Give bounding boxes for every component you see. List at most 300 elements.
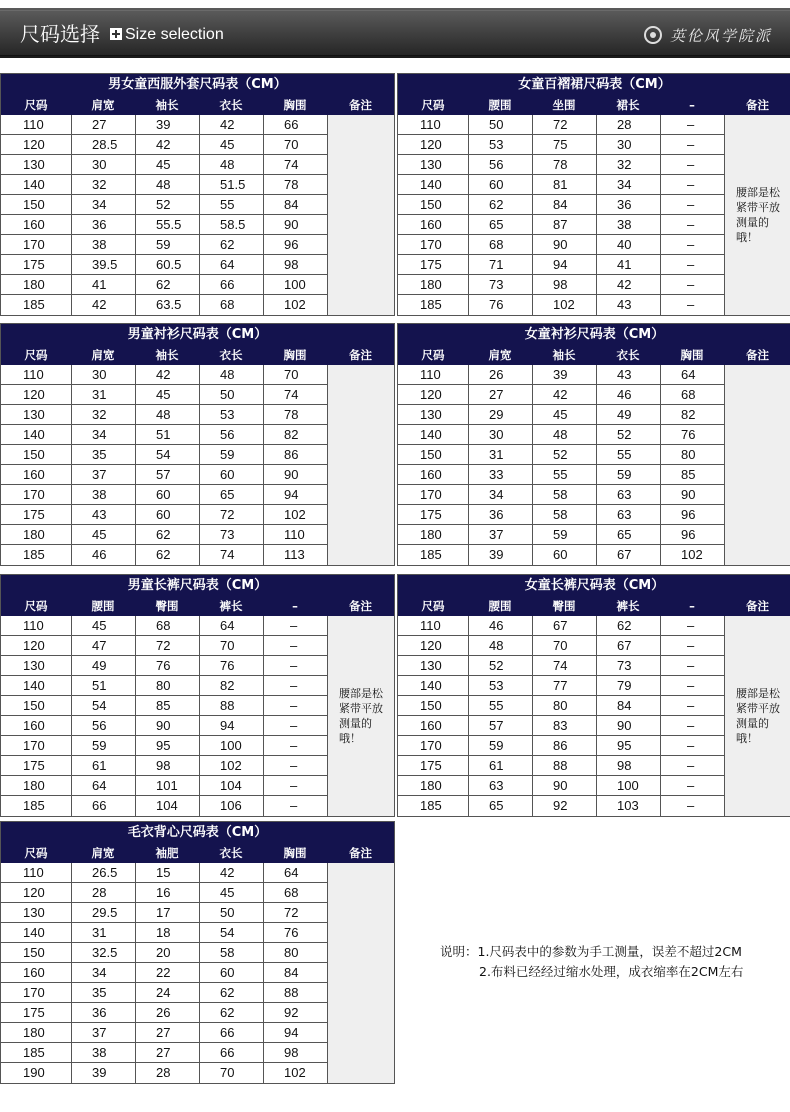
table-cell: 56 (71, 716, 135, 735)
table-cell: 34 (71, 195, 135, 214)
table-cell: 62 (199, 983, 263, 1002)
table-cell: 98 (532, 275, 596, 294)
table-cell: 59 (468, 736, 532, 755)
table-cell: 82 (660, 405, 724, 424)
table-row (1, 676, 327, 696)
table-cell: 42 (135, 365, 199, 384)
column-header: 胸围 (283, 846, 307, 860)
table-girls-trousers (397, 574, 790, 817)
table-cell: 70 (532, 636, 596, 655)
table-cell: 76 (468, 295, 532, 315)
table-cell: 55.5 (135, 215, 199, 234)
table-cell: 37 (468, 525, 532, 544)
table-row (1, 636, 327, 656)
table-cell: 59 (135, 235, 199, 254)
table-row (398, 776, 724, 796)
table-cell: 80 (263, 943, 327, 962)
table-cell: 55 (532, 465, 596, 484)
table-row (1, 736, 327, 756)
table-row (398, 485, 724, 505)
table-cell: – (660, 215, 724, 234)
table-cell: 98 (596, 756, 660, 775)
table-cell: 86 (263, 445, 327, 464)
table-cell: 36 (71, 215, 135, 234)
table-row (398, 696, 724, 716)
seal-logo-icon (644, 26, 662, 44)
table-cell: 48 (135, 405, 199, 424)
column-header: 备注 (746, 98, 769, 112)
table-cell: 90 (532, 235, 596, 254)
table-header-row (398, 346, 790, 365)
table-cell: 110 (420, 618, 441, 633)
table-row (1, 656, 327, 676)
table-cell: 92 (532, 796, 596, 816)
table-cell: 40 (596, 235, 660, 254)
table-cell: 80 (660, 445, 724, 464)
table-cell: 86 (532, 736, 596, 755)
table-cell: 180 (23, 277, 45, 292)
table-row (1, 923, 327, 943)
table-cell: 31 (71, 385, 135, 404)
table-cell: 180 (23, 778, 45, 793)
table-cell: 66 (199, 1023, 263, 1042)
column-header: 衣长 (616, 348, 640, 362)
table-cell: 140 (23, 678, 45, 693)
table-row (398, 115, 724, 135)
table-cell: 185 (420, 547, 442, 562)
notes-column (724, 115, 790, 315)
table-cell: 102 (660, 545, 724, 565)
table-cell: 42 (596, 275, 660, 294)
table-cell: 39 (71, 1063, 135, 1083)
table-row (398, 215, 724, 235)
table-cell: 45 (135, 385, 199, 404)
column-header: – (689, 98, 695, 112)
table-row (398, 676, 724, 696)
table-cell: 43 (596, 295, 660, 315)
table-cell: 110 (23, 865, 44, 880)
table-cell: 120 (23, 885, 45, 900)
table-cell: 104 (135, 796, 199, 816)
table-cell: 41 (596, 255, 660, 274)
table-cell: 76 (135, 656, 199, 675)
table-cell: 30 (596, 135, 660, 154)
table-cell: 39 (468, 545, 532, 565)
notes-text: 腰部是松紧带平放测量的哦！ (736, 687, 780, 745)
table-cell: 60 (468, 175, 532, 194)
table-cell: 185 (23, 1045, 45, 1060)
table-cell: 39 (135, 115, 199, 134)
table-cell: 32 (71, 175, 135, 194)
table-cell: – (660, 736, 724, 755)
table-cell: 170 (23, 985, 45, 1000)
table-cell: 185 (420, 798, 442, 813)
table-cell: 27 (468, 385, 532, 404)
table-title: 男女童西服外套尺码表（CM） (1, 74, 394, 96)
table-cell: 38 (71, 235, 135, 254)
table-cell: 57 (468, 716, 532, 735)
table-cell: 32 (71, 405, 135, 424)
table-cell: 170 (420, 487, 442, 502)
table-cell: 24 (135, 983, 199, 1002)
table-cell: 27 (71, 115, 135, 134)
table-cell: 96 (660, 505, 724, 524)
table-cell: 65 (199, 485, 263, 504)
table-cell: – (263, 756, 327, 775)
table-cell: 56 (468, 155, 532, 174)
column-header: 腰围 (488, 98, 512, 112)
table-cell: – (660, 776, 724, 795)
table-cell: – (660, 756, 724, 775)
table-cell: 185 (420, 297, 442, 312)
table-cell: 45 (71, 525, 135, 544)
table-cell: 68 (263, 883, 327, 902)
table-cell: 95 (596, 736, 660, 755)
table-cell: 88 (532, 756, 596, 775)
table-row (1, 963, 327, 983)
column-header: 尺码 (24, 599, 48, 613)
table-cell: 64 (71, 776, 135, 795)
table-row (398, 465, 724, 485)
column-header: 袖长 (552, 348, 576, 362)
table-cell: 64 (660, 365, 724, 384)
table-cell: 63 (596, 485, 660, 504)
table-cell: 39.5 (71, 255, 135, 274)
column-header: 裤长 (219, 599, 243, 613)
table-cell: 32 (596, 155, 660, 174)
table-cell: 180 (23, 527, 45, 542)
column-header: 尺码 (421, 98, 445, 112)
table-title: 女童百褶裙尺码表（CM） (398, 74, 790, 96)
table-cell: 51 (135, 425, 199, 444)
table-row (398, 135, 724, 155)
table-header-row (1, 346, 394, 365)
table-cell: 61 (71, 756, 135, 775)
table-cell: 98 (263, 255, 327, 274)
table-cell: 30 (468, 425, 532, 444)
table-cell: 120 (420, 387, 442, 402)
table-cell: 175 (420, 257, 442, 272)
table-cell: 90 (596, 716, 660, 735)
table-cell: 77 (532, 676, 596, 695)
table-row (1, 425, 327, 445)
table-cell: – (660, 115, 724, 134)
column-header: 胸围 (680, 348, 704, 362)
table-cell: 65 (468, 215, 532, 234)
table-cell: 150 (420, 197, 442, 212)
table-row (398, 756, 724, 776)
table-cell: 175 (23, 257, 45, 272)
table-cell: 58.5 (199, 215, 263, 234)
table-cell: – (660, 676, 724, 695)
table-cell: 150 (23, 197, 45, 212)
table-cell: 84 (263, 195, 327, 214)
table-cell: 60 (199, 465, 263, 484)
table-cell: 35 (71, 445, 135, 464)
table-cell: 160 (23, 467, 45, 482)
table-cell: 67 (532, 616, 596, 635)
table-cell: 34 (468, 485, 532, 504)
table-cell: 68 (468, 235, 532, 254)
table-row (1, 696, 327, 716)
table-cell: 140 (23, 427, 45, 442)
table-cell: 60 (135, 485, 199, 504)
table-cell: – (263, 796, 327, 816)
table-cell: 62 (199, 1003, 263, 1022)
table-cell: 37 (71, 465, 135, 484)
column-header: 胸围 (283, 348, 307, 362)
column-header: 备注 (349, 98, 372, 112)
table-cell: 66 (199, 275, 263, 294)
table-row (1, 983, 327, 1003)
table-row (1, 1063, 327, 1083)
column-header: – (689, 599, 695, 613)
table-cell: 78 (263, 405, 327, 424)
column-header: 备注 (349, 348, 372, 362)
table-cell: 113 (263, 545, 327, 565)
table-cell: 90 (660, 485, 724, 504)
table-cell: 180 (420, 277, 442, 292)
table-cell: 120 (23, 638, 45, 653)
table-row (1, 756, 327, 776)
table-cell: – (660, 235, 724, 254)
page-subtitle: Size selection (125, 26, 224, 43)
column-header: 坐围 (552, 98, 576, 112)
notes-column (724, 616, 790, 816)
notes-text: 腰部是松紧带平放测量的哦！ (339, 687, 383, 745)
table-cell: 76 (660, 425, 724, 444)
table-cell: 70 (199, 1063, 263, 1083)
table-cell: 102 (263, 1063, 327, 1083)
table-cell: 98 (135, 756, 199, 775)
table-cell: 102 (263, 505, 327, 524)
table-cell: 42 (135, 135, 199, 154)
table-boys-shirt (0, 323, 395, 566)
header-bar (0, 10, 790, 56)
table-cell: 31 (71, 923, 135, 942)
table-header-row (398, 597, 790, 616)
table-row (398, 796, 724, 816)
table-cell: 170 (23, 237, 45, 252)
table-cell: 110 (420, 367, 441, 382)
column-header: 尺码 (24, 348, 48, 362)
table-cell: 34 (71, 963, 135, 982)
table-row (398, 656, 724, 676)
table-cell: 64 (263, 863, 327, 882)
table-row (398, 385, 724, 405)
table-cell: – (263, 736, 327, 755)
column-header: 袖长 (155, 348, 179, 362)
table-cell: 92 (263, 1003, 327, 1022)
table-cell: 38 (71, 1043, 135, 1062)
column-header: 袖长 (155, 98, 179, 112)
table-cell: 26 (135, 1003, 199, 1022)
table-cell: 76 (263, 923, 327, 942)
column-header: 裤长 (616, 599, 640, 613)
table-cell: 106 (199, 796, 263, 816)
table-cell: – (660, 616, 724, 635)
table-cell: 130 (23, 407, 45, 422)
table-cell: 48 (199, 365, 263, 384)
table-cell: – (660, 295, 724, 315)
table-cell: – (660, 636, 724, 655)
table-cell: 100 (199, 736, 263, 755)
table-row (398, 636, 724, 656)
table-cell: 90 (532, 776, 596, 795)
table-cell: 36 (468, 505, 532, 524)
column-header: 胸围 (283, 98, 307, 112)
table-cell: – (660, 155, 724, 174)
table-cell: 160 (23, 217, 45, 232)
column-header: 臀围 (552, 599, 576, 613)
table-cell: 65 (468, 796, 532, 816)
table-cell: 60 (532, 545, 596, 565)
table-row (1, 776, 327, 796)
table-cell: 51.5 (199, 175, 263, 194)
table-cell: – (263, 616, 327, 635)
table-title: 男童衬衫尺码表（CM） (1, 324, 394, 346)
table-cell: 59 (596, 465, 660, 484)
table-cell: 130 (420, 157, 442, 172)
table-row (1, 405, 327, 425)
table-row (1, 485, 327, 505)
table-cell: 39 (532, 365, 596, 384)
table-row (398, 425, 724, 445)
table-cell: 52 (532, 445, 596, 464)
table-cell: 52 (468, 656, 532, 675)
table-cell: 15 (135, 863, 199, 882)
table-cell: 57 (135, 465, 199, 484)
table-cell: 94 (263, 1023, 327, 1042)
table-cell: 62 (199, 235, 263, 254)
table-cell: 80 (135, 676, 199, 695)
table-cell: 98 (263, 1043, 327, 1062)
table-cell: 175 (420, 758, 442, 773)
table-row (398, 736, 724, 756)
table-cell: 59 (199, 445, 263, 464)
table-cell: 180 (420, 778, 442, 793)
table-cell: 140 (420, 427, 442, 442)
table-cell: 63.5 (135, 295, 199, 315)
table-cell: 38 (596, 215, 660, 234)
table-cell: 43 (71, 505, 135, 524)
table-row (1, 1023, 327, 1043)
table-suit-jacket (0, 73, 395, 316)
table-cell: 84 (596, 696, 660, 715)
table-cell: 160 (23, 718, 45, 733)
table-cell: 140 (23, 925, 45, 940)
column-header: 肩宽 (91, 98, 115, 112)
table-cell: 58 (199, 943, 263, 962)
table-cell: 42 (199, 115, 263, 134)
table-cell: 160 (420, 467, 442, 482)
table-cell: 160 (420, 217, 442, 232)
table-row (398, 255, 724, 275)
table-cell: 68 (135, 616, 199, 635)
table-row (1, 155, 327, 175)
column-header: 备注 (746, 348, 769, 362)
table-row (1, 883, 327, 903)
column-header: 尺码 (421, 348, 445, 362)
table-cell: 120 (420, 137, 442, 152)
table-header-row (1, 96, 394, 115)
table-cell: 45 (135, 155, 199, 174)
table-cell: – (263, 656, 327, 675)
table-cell: 72 (199, 505, 263, 524)
table-cell: 48 (199, 155, 263, 174)
table-cell: 104 (199, 776, 263, 795)
table-cell: 102 (263, 295, 327, 315)
table-pleated-skirt (397, 73, 790, 316)
table-row (398, 365, 724, 385)
table-cell: 96 (263, 235, 327, 254)
table-cell: 61 (468, 756, 532, 775)
table-cell: 37 (71, 1023, 135, 1042)
table-cell: 48 (135, 175, 199, 194)
table-cell: 175 (23, 758, 45, 773)
table-cell: 110 (420, 117, 441, 132)
table-cell: 175 (420, 507, 442, 522)
table-cell: 110 (23, 618, 44, 633)
column-header: 肩宽 (91, 846, 115, 860)
table-cell: 72 (135, 636, 199, 655)
table-cell: 150 (23, 698, 45, 713)
table-cell: 30 (71, 365, 135, 384)
table-cell: 70 (263, 365, 327, 384)
table-cell: 140 (420, 177, 442, 192)
table-cell: 140 (420, 678, 442, 693)
table-row (1, 275, 327, 295)
page-title: 尺码选择 (20, 22, 100, 46)
table-row (398, 525, 724, 545)
table-cell: 28.5 (71, 135, 135, 154)
table-cell: 29 (468, 405, 532, 424)
column-header: 尺码 (421, 599, 445, 613)
notes-column (327, 365, 394, 565)
footnote-line-1: 说明：1.尺码表中的参数为手工测量，误差不超过2CM (440, 944, 742, 959)
table-sweater-vest (0, 821, 395, 1084)
column-header: 备注 (746, 599, 769, 613)
plus-square-icon (110, 28, 122, 40)
table-cell: 62 (468, 195, 532, 214)
table-cell: 71 (468, 255, 532, 274)
table-cell: 180 (420, 527, 442, 542)
table-row (1, 903, 327, 923)
table-cell: 101 (135, 776, 199, 795)
table-cell: 79 (596, 676, 660, 695)
table-cell: 43 (596, 365, 660, 384)
table-cell: 74 (263, 385, 327, 404)
notes-text: 腰部是松紧带平放测量的哦！ (736, 186, 780, 244)
table-cell: 110 (263, 525, 327, 544)
table-cell: 110 (23, 367, 44, 382)
table-row (398, 716, 724, 736)
table-cell: 47 (71, 636, 135, 655)
table-cell: 42 (71, 295, 135, 315)
table-cell: 130 (23, 157, 45, 172)
table-cell: 28 (596, 115, 660, 134)
table-row (1, 195, 327, 215)
table-cell: 73 (596, 656, 660, 675)
table-cell: 34 (71, 425, 135, 444)
table-row (398, 155, 724, 175)
table-cell: 185 (23, 798, 45, 813)
table-cell: 36 (596, 195, 660, 214)
table-cell: 78 (263, 175, 327, 194)
table-cell: 175 (23, 1005, 45, 1020)
table-cell: 68 (660, 385, 724, 404)
table-cell: 46 (468, 616, 532, 635)
